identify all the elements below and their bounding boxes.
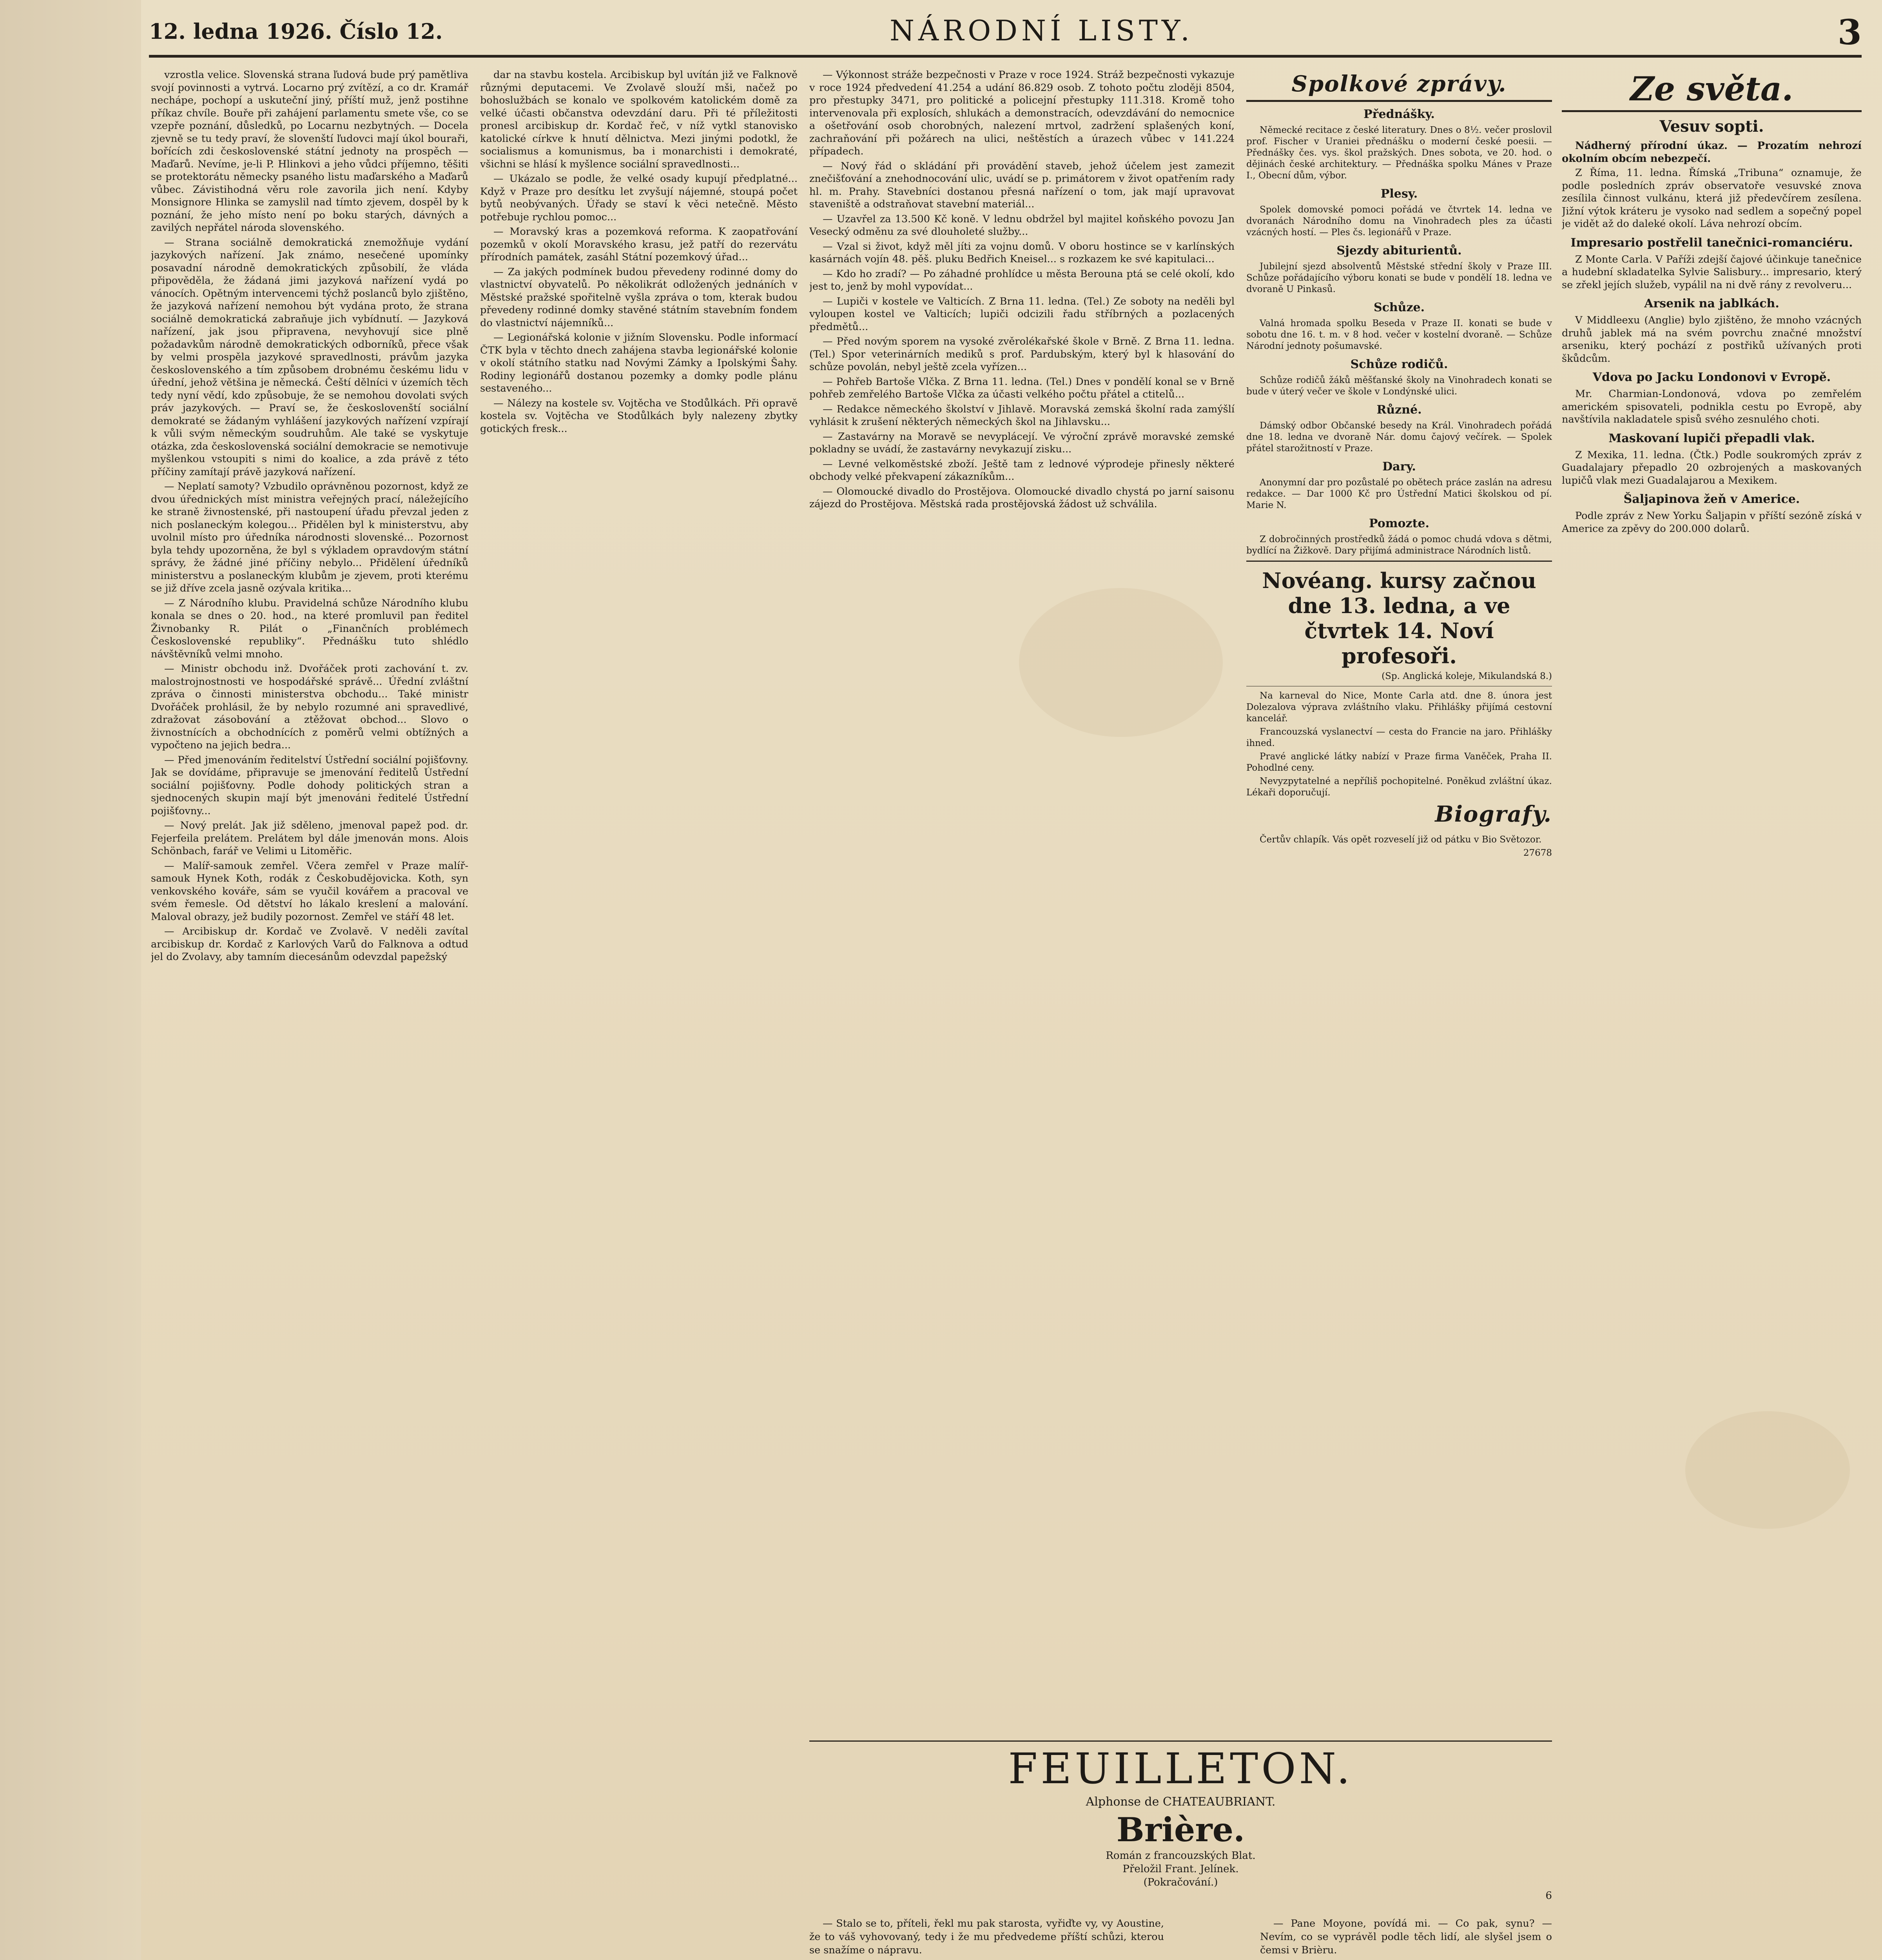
subsection-heading: Plesy. bbox=[1380, 187, 1418, 201]
article-paragraph: — Nový řád o skládání při provádění staveb, jehož účelem jest zamezit znečišťování a znehodnocování ulic, uvádí se p. primátorem v život opatřením rady hl. m. Prahy. Stavebníci dostanou přesná nařízení o tom, jak mají upravovat staveniště a odstraňovat stavební materiál... bbox=[809, 160, 1235, 210]
feuilleton-novel-title: Brière. bbox=[1116, 1810, 1245, 1849]
section-title-biografy: Biografy. bbox=[1435, 801, 1552, 827]
section-title-ze-sveta: Ze světa. bbox=[1562, 70, 1862, 112]
article-title: Šaljapinova žeň v Americe. bbox=[1623, 492, 1800, 506]
article-paragraph: — Ministr obchodu inž. Dvořáček proti zachování t. zv. malostrojnostnosti ve hospodářské správě... Úřední zvláštní zpráva o činnosti ministerstva obchodu... Také ministr Dvořáček prohlásil, že by nebylo rozumné ani spravedlivé, zdražovat zásobování a ztěžovat obchod... Slovo o živnostnících a obchodnících z poměrů velmi obtížných a vypočteno na jejich bedra... bbox=[151, 663, 468, 751]
classified-note: Francouzská vyslanectví — cesta do Francie na jaro. Přihlášky ihned. bbox=[1246, 727, 1552, 748]
article-paragraph: — Strana sociálně demokratická znemožňuje vydání jazykových nařízení. Jak známo, nesečené upomínky posavadní národně demokratických způsobilí, že vláda připověděla, že žádaná jimi jazyková nařízení vydá po vánocích. Opětným intervencemi týchž poslanců bylo zjištěno, že jazyková nařízení nemohou být vydána proto, že strana sociálně demokratická zabraňuje jich vybídnutí. — Jazyková nařízení, jak jsou připravena, nevyhovují sice plně požadavkům národně demokratických odborníků, přece však by velmi prospěla jazykové spravedlnosti, právům jazyka československého a tím způsobem drobnému českému lidu v úřední, jehož většina je německá. Čeští dělníci v územích těch tedy nyní vědí, kdo způsobuje, že se nemohou dovolati svých práv jazykových. — Praví se, že českoslovenští sociální demokraté se žádaným vyhlášení jazykových nařízení vzpírají k vůli svým německým soudruhům. Ale také se vyskytuje otázka, zda československá sociální demokracie se nemotivuje myšlenkou vstoupiti s nimi do koalice, a zda právě z této příčiny zamítají právě jazyková nařízení. bbox=[151, 236, 468, 478]
article-text: Podle zpráv z New Yorku Šaljapin v příští sezóně získá v Americe za zpěvy do 200.000 dolarů. bbox=[1562, 510, 1862, 535]
article-text: Mr. Charmian-Londonová, vdova po zemřelém americkém spisovateli, podnikla cestu po Evropě, aby navštívila nakladatele spisů svého zesnulého choti. bbox=[1562, 388, 1862, 425]
feuilleton-continued: (Pokračování.) bbox=[1143, 1877, 1218, 1888]
classified-note: Na karneval do Nice, Monte Carla atd. dne 8. února jest Dolezalova výprava zvláštního vlaku. Přihlášky přijímá cestovní kancelář. bbox=[1246, 691, 1552, 724]
subsection-heading: Sjezdy abiturientů. bbox=[1336, 244, 1462, 258]
feuilleton-column-left bbox=[809, 1917, 1164, 1960]
article-paragraph: — Pohřeb Bartoše Vlčka. Z Brna 11. ledna. (Tel.) Dnes v pondělí konal se v Brně pohřeb zemřelého Bartoše Vlčka za účasti velkého počtu přátel a ctitelů... bbox=[809, 376, 1235, 400]
feuilleton-author: Alphonse de CHATEAUBRIANT. bbox=[1086, 1795, 1276, 1809]
article-title: Vesuv sopti. bbox=[1659, 117, 1764, 136]
feuilleton-title: FEUILLETON. bbox=[1008, 1744, 1353, 1793]
article-paragraph: — Za jakých podmínek budou převedeny rodinné domy do vlastnictví obyvatelů. Po několikrát odložených jednáních v Městské pražské spořitelně vyšla zpráva o tom, kterak budou převedeny rodinné domky stavěné státním stavebním fondem do vlastnictví nájemníků... bbox=[480, 266, 798, 329]
divider bbox=[1246, 561, 1552, 562]
subsection-heading: Přednášky. bbox=[1363, 107, 1435, 121]
subsection-text: Německé recitace z české literatury. Dnes o 8½. večer proslovil prof. Fischer v Uraniei přednášku o moderní české poesii. — Přednášky čes. vys. škol pražských. Dnes sobota, ve 20. hod. o dějinách české architektury. — Přednáška spolku Mánes v Praze I., Obecní dům, výbor. bbox=[1246, 125, 1552, 181]
article-paragraph: — Nálezy na kostele sv. Vojtěcha ve Stodůlkách. Při opravě kostela sv. Vojtěcha ve Stodůlkách byly nalezeny zbytky gotických fresk... bbox=[480, 397, 798, 435]
column-4 bbox=[1246, 69, 1552, 1715]
article-paragraph: — Zastavárny na Moravě se nevyplácejí. Ve výroční zprávě moravské zemské pokladny se uvádí, že zastavárny nevykazují zisku... bbox=[809, 430, 1235, 455]
subsection-text: Jubilejní sjezd absolventů Městské střední školy v Praze III. Schůze pořádajícího výboru konati se bude v pondělí 18. ledna ve dvoraně U Pinkasů. bbox=[1246, 261, 1552, 294]
biograf-text: Čertův chlapík. Vás opět rozveselí již od pátku v Bio Světozor. bbox=[1260, 835, 1542, 845]
article-text: Z Mexika, 11. ledna. (Čtk.) Podle soukromých zpráv z Guadalajary přepadlo 20 ozbrojených a maskovaných lupičů vlak mezi Guadalajarou a Mexikem. bbox=[1562, 449, 1862, 486]
subsection-heading: Různé. bbox=[1376, 403, 1422, 417]
article-subtitle: Nádherný přírodní úkaz. — Prozatím nehrozí okolním obcím nebezpečí. bbox=[1562, 140, 1862, 165]
column-2 bbox=[480, 69, 798, 1960]
subsection-heading: Pomozte. bbox=[1369, 517, 1429, 530]
article-paragraph: dar na stavbu kostela. Arcibiskup byl uvítán již ve Falknově různými deputacemi. Ve Zvolavě slouží mši, načež po bohoslužbách se konalo ve spolkovém katolickém domě za velké účasti občanstva odevzdání daru. Při té příležitosti pronesl arcibiskup dr. Kordač řeč, v níž vytkl stanovisko katolické církve k hnutí dělnictva. Mezi jinými podotkl, že socialismus a komunismus, ba i monarchisti i demokraté, všichni se hlásí k myšlence sociální spravedlnosti... bbox=[480, 69, 798, 170]
feuilleton-paragraph: — Stalo se to, příteli, řekl mu pak starosta, vyřiďte vy, vy Aoustine, že to váš vyhovovaný, tedy i že mu předvedeme příští schůzi, kterou se snažíme o nápravu. bbox=[809, 1918, 1164, 1956]
column-1 bbox=[151, 69, 468, 1960]
classified-note: Nevyzpytatelné a nepříliš pochopitelné. Poněkud zvláštní úkaz. Lékaři doporučují. bbox=[1246, 776, 1552, 798]
article-paragraph: — Olomoucké divadlo do Prostějova. Olomoucké divadlo chystá po jarní saisonu zájezd do Prostějova. Městská rada prostějovská žádost už schválila. bbox=[809, 485, 1235, 510]
article-title: Vdova po Jacku Londonovi v Evropě. bbox=[1592, 370, 1831, 384]
feuilleton-section bbox=[809, 1737, 1552, 1956]
subsection-text: Valná hromada spolku Beseda v Praze II. konati se bude v sobotu dne 16. t. m. v 8 hod. večer v kostelní dvoraně. — Schůze Národní jednoty pošumavské. bbox=[1246, 318, 1552, 351]
article-paragraph: — Legionářská kolonie v jižním Slovensku. Podle informací ČTK byla v těchto dnech zahájena stavba legionářské kolonie v okolí státního statku nad Novými Zámky a Ipolskými Šahy. Rodiny legionářů dostanou pozemky a domky podle plánu sestaveného... bbox=[480, 332, 798, 394]
subsection-text: Z dobročinných prostředků žádá o pomoc chudá vdova s dětmi, bydlící na Žižkově. Dary přijímá administrace Národních listů. bbox=[1246, 534, 1552, 556]
article-paragraph: — Před jmenováním ředitelství Ústřední sociální pojišťovny. Jak se dovídáme, připravuje se jmenování ředitelů Ústřední sociální pojišťovny. Podle dohody politických stran a sjednocených skupin mají být jmenováni ředitelé Ústřední pojišťovny... bbox=[151, 754, 468, 817]
article-paragraph: — Redakce německého školství v Jihlavě. Moravská zemská školní rada zamýšlí vyhlásit k zrušení některých německých škol na Jihlavsku... bbox=[809, 403, 1235, 428]
feuilleton-translator: Přeložil Frant. Jelínek. bbox=[1122, 1863, 1239, 1875]
article-paragraph: — Malíř-samouk zemřel. Včera zemřel v Praze malíř-samouk Hynek Koth, rodák z Českobudějovicka. Koth, syn venkovského kováře, sám se vyučil kovářem a pracoval ve svém řemesle. Od dětství ho lákalo kreslení a malování. Maloval obrazy, jež budily pozornost. Zemřel ve stáří 48 let. bbox=[151, 860, 468, 923]
feuilleton-subtitle: Román z francouzských Blat. bbox=[1106, 1850, 1256, 1862]
article-paragraph: — Kdo ho zradí? — Po záhadné prohlídce u města Berouna ptá se celé okolí, kdo jest to, jenž by mohl vypovídat... bbox=[809, 268, 1235, 292]
classified-note: Pravé anglické látky nabízí v Praze firma Vaněček, Praha II. Pohodlné ceny. bbox=[1246, 751, 1552, 773]
article-title: Arsenik na jablkách. bbox=[1644, 297, 1779, 310]
section-title-spolkove-zpravy: Spolkové zprávy. bbox=[1246, 70, 1552, 102]
article-text: V Middleexu (Anglie) bylo zjištěno, že mnoho vzácných druhů jablek má na svém povrchu značné množství arseniku, který pochází z postřiků užívaných proti škůdcům. bbox=[1562, 314, 1862, 365]
issue-date: 12. ledna 1926. Číslo 12. bbox=[149, 19, 443, 44]
biograf-phone: 27678 bbox=[1523, 848, 1552, 858]
feuilleton-paragraph: — Pane Moyone, povídá mi. — Co pak, synu? — Nevím, co se vyprávěl podle těch lidí, ale slyšel jsem o čemsi v Brièru. bbox=[1260, 1918, 1552, 1956]
article-paragraph: — Vzal si život, když měl jíti za vojnu domů. V oboru hostince se v karlínských kasárnách vojín 48. pěš. pluku Bedřich Kneisel... s rozkazem ke své kapitulaci... bbox=[809, 240, 1235, 265]
article-paragraph: — Lupiči v kostele ve Valticích. Z Brna 11. ledna. (Tel.) Ze soboty na neděli byl vyloupen kostel ve Valticích; lupiči odcizili řadu stříbrných a pozlacených předmětů... bbox=[809, 295, 1235, 333]
article-title: Maskovaní lupiči přepadli vlak. bbox=[1608, 431, 1815, 445]
advertisement-address: (Sp. Anglická koleje, Mikulandská 8.) bbox=[1382, 671, 1552, 681]
article-paragraph: — Uzavřel za 13.500 Kč koně. V lednu obdržel byl majitel koňského povozu Jan Vesecký odměnu za své dlouholeté služby... bbox=[809, 213, 1235, 238]
article-paragraph: — Ukázalo se podle, že velké osady kupují předplatné... Když v Praze pro desítku let zvyšují nájemné, stoupá počet bytů neobývaných. Úřady se staví k věci netečně. Město potřebuje rychlou pomoc... bbox=[480, 173, 798, 223]
masthead-title: NÁRODNÍ LISTY. bbox=[890, 14, 1194, 47]
subsection-text: Dámský odbor Občanské besedy na Král. Vinohradech pořádá dne 18. ledna ve dvoraně Nár. domu čajový večírek. — Spolek přátel starožitností v Praze. bbox=[1246, 421, 1552, 454]
page-header bbox=[149, 12, 1862, 58]
advertisement-notice: Novéang. kursy začnou dne 13. ledna, a ve čtvrtek 14. Noví profesoři. bbox=[1262, 568, 1536, 668]
article-paragraph: — Z Národního klubu. Pravidelná schůze Národního klubu konala se dnes o 20. hod., na které promluvil pan ředitel Živnobanky R. Pilát o „Finančních problémech Československé republiky“. Přednášku tuto shlédlo návštěvníků velmi mnoho. bbox=[151, 597, 468, 660]
subsection-heading: Dary. bbox=[1382, 460, 1416, 474]
feuilleton-top-rule bbox=[809, 1740, 1552, 1742]
subsection-text: Schůze rodičů žáků měšťanské školy na Vinohradech konati se bude v úterý večer ve škole v Londýnské ulici. bbox=[1246, 375, 1552, 397]
article-paragraph: — Arcibiskup dr. Kordač ve Zvolavě. V neděli zavítal arcibiskup dr. Kordač z Karlových Varů do Falknova a odtud jel do Zvolavy, aby tamním diecesánům odevzdal papežský bbox=[151, 926, 468, 963]
article-text: Z Monte Carla. V Paříži zdejší čajové účinkuje tanečnice a hudební skladatelka Sylvie Salisbury... impresario, který se zřekl jejích služeb, vypálil na ni dvě rány z revolveru... bbox=[1562, 253, 1862, 291]
article-text: Z Říma, 11. ledna. Římská „Tribuna“ oznamuje, že podle posledních zpráv observatoře vesuvské znova zesílila činnost vulkánu, která již předevčírem zesílena. Jižní výtok kráteru je vysoko nad sedlem a sopečný popel je vidět až do daleké okolí. Láva nehrozí obcím. bbox=[1562, 167, 1862, 230]
subsection-heading: Schůze rodičů. bbox=[1350, 358, 1448, 371]
subsection-heading: Schůze. bbox=[1373, 301, 1425, 314]
article-title: Impresario postřelil tanečnici-romanciéru. bbox=[1570, 236, 1853, 250]
article-paragraph: — Neplatí samoty? Vzbudilo oprávněnou pozornost, když ze dvou úřednických míst ministra veřejných prací, náležejícího ke straně živnostenské, při nastoupení úřadu převzal jeden z nich poslaneckým kolegou... Přidělen byl k ministerstvu, aby uvolnil místo pro úředníka národnosti slovenské... Pozornost byla tehdy upozorněna, že byl s výkladem opravdovým státní správy, že žádné jiné příčiny nebylo... Přidělení úředníků ministerstvu a poslaneckým klubům je zjevem, proti kterému se již dříve zcela jasně ozývala kritika... bbox=[151, 481, 468, 594]
page-number: 3 bbox=[1837, 12, 1862, 53]
subsection-text: Anonymní dar pro pozůstalé po obětech práce zaslán na adresu redakce. — Dar 1000 Kč pro Ústřední Matici školskou od pí. Marie N. bbox=[1246, 477, 1552, 510]
subsection-text: Spolek domovské pomoci pořádá ve čtvrtek 14. ledna ve dvoranách Národního domu na Vinohradech ples za účasti vzácných hostí. — Ples čs. legionářů v Praze. bbox=[1246, 205, 1552, 238]
article-paragraph: — Nový prelát. Jak již sděleno, jmenoval papež pod. dr. Fejerfeila prelátem. Prelátem byl dále jmenován mons. Alois Schönbach, farář ve Velimi u Litoměřic. bbox=[151, 820, 468, 857]
article-paragraph: — Před novým sporem na vysoké zvěrolékařské škole v Brně. Z Brna 11. ledna. (Tel.) Spor veterinárních mediků s prof. Pardubským, který byl k hlasování do schůze povolán, nebyl ještě zcela vyřízen... bbox=[809, 336, 1235, 373]
column-3 bbox=[809, 69, 1235, 1715]
feuilleton-column-middle bbox=[1260, 1917, 1552, 1960]
page-edge-shadow bbox=[0, 0, 141, 1960]
article-paragraph: vzrostla velice. Slovenská strana ľudová bude prý pamětliva svojí povinnosti a vytrvá. Locarno prý zvítězí, a co dr. Kramář nechápe, pochopí a uskuteční jiný, příští muž, jenž postihne příkaz chvíle. Bouře při zahájení parlamentu smete vše, co se vzepře poznání, důsledků, po Locarnu nezbytných. — Docela zjevně se tu tedy praví, že slovenští ľudovci mají úkol bouraři, bořících zdi československé státní jednoty na prospěch — Maďarů. Nevíme, je-li P. Hlinkovi a jeho vůdci příjemno, těšiti se protektorátu německy psaného listu maďarského a Maďarů vůbec. Závistihodná věru role zavorila jich není. Kdyby Monsignore Hlinka se zamyslil nad tímto zjevem, dospěl by k poznání, že jeho místo není po boku starých, dávných a zavilých nepřátel národa slovenského. bbox=[151, 69, 468, 234]
article-paragraph: — Výkonnost stráže bezpečnosti v Praze v roce 1924. Stráž bezpečnosti vykazuje v roce 1924 předvedení 41.254 a udání 86.829 osob. Z tohoto počtu zloději 8504, pro přestupky 3471, pro politické a policejní přestupky 111.318. Kromě toho intervenovala při explosích, shlukách a demonstracích, odevzdávání do nemocnice a ošetřování osob chorobných, nalezení mrtvol, zadržení splašených koní, zachraňování při požárech na ulici, neštěstích a úrazech vůbec v 141.224 případech. bbox=[809, 69, 1235, 157]
feuilleton-chapter: 6 bbox=[1545, 1890, 1552, 1902]
article-paragraph: — Levné velkoměstské zboží. Ještě tam z lednové výprodeje přinesly některé obchody velké překvapení zákazníkům... bbox=[809, 458, 1235, 483]
article-paragraph: — Moravský kras a pozemková reforma. K zaopatřování pozemků v okolí Moravského krasu, jež patří do rezervátu přírodních památek, zasáhl Státní pozemkový úřad... bbox=[480, 226, 798, 263]
column-5 bbox=[1562, 69, 1862, 1960]
